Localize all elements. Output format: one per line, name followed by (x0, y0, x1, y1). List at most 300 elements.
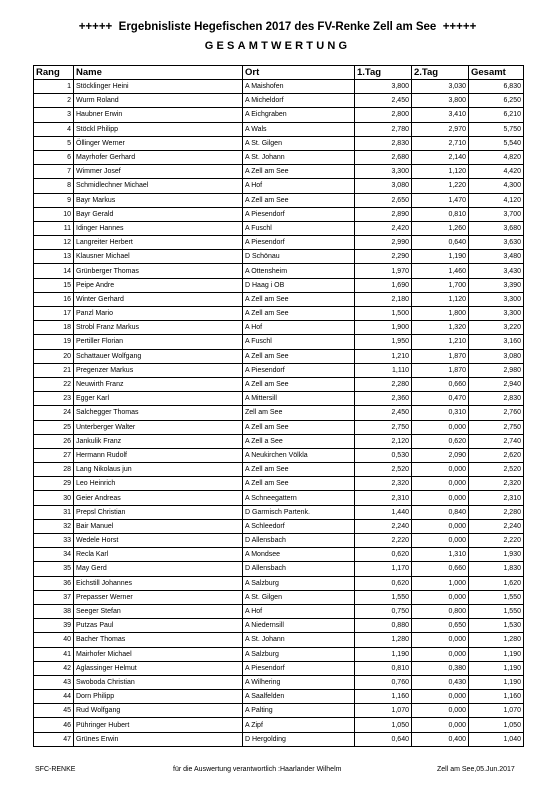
cell-tag2: 1,190 (412, 250, 469, 264)
table-row (34, 236, 524, 250)
cell-name: Pregenzer Markus (74, 363, 243, 377)
table-row (34, 604, 524, 618)
cell-tag2: 2,970 (412, 122, 469, 136)
cell-rang: 26 (34, 434, 74, 448)
cell-tag2: 0,000 (412, 590, 469, 604)
table-row (34, 633, 524, 647)
cell-ort: A Eichgraben (243, 108, 355, 122)
cell-gesamt: 6,210 (469, 108, 524, 122)
cell-name: Haubner Erwin (74, 108, 243, 122)
cell-rang: 31 (34, 505, 74, 519)
cell-name: Geier Andreas (74, 491, 243, 505)
cell-tag1: 2,120 (355, 434, 412, 448)
cell-tag1: 0,620 (355, 576, 412, 590)
table-row (34, 321, 524, 335)
cell-gesamt: 5,540 (469, 136, 524, 150)
cell-tag1: 3,800 (355, 80, 412, 94)
page-subtitle: GESAMTWERTUNG (204, 40, 351, 52)
cell-ort: A Zell am See (243, 377, 355, 391)
cell-gesamt: 3,300 (469, 292, 524, 306)
cell-tag1: 1,690 (355, 278, 412, 292)
cell-gesamt: 1,190 (469, 647, 524, 661)
cell-ort: A Saalfelden (243, 690, 355, 704)
table-row (34, 292, 524, 306)
table-row (34, 179, 524, 193)
cell-tag2: 0,000 (412, 690, 469, 704)
cell-name: Schmidlechner Michael (74, 179, 243, 193)
cell-name: Putzas Paul (74, 619, 243, 633)
cell-name: Mairhofer Michael (74, 647, 243, 661)
cell-ort: A Hof (243, 179, 355, 193)
cell-name: Wurm Roland (74, 94, 243, 108)
cell-tag2: 0,000 (412, 633, 469, 647)
table-row (34, 193, 524, 207)
cell-gesamt: 3,080 (469, 349, 524, 363)
cell-name: Grünes Erwin (74, 732, 243, 746)
cell-gesamt: 1,280 (469, 633, 524, 647)
cell-tag1: 0,810 (355, 661, 412, 675)
cell-tag2: 0,640 (412, 236, 469, 250)
cell-rang: 41 (34, 647, 74, 661)
cell-ort: A Wals (243, 122, 355, 136)
cell-tag2: 0,000 (412, 420, 469, 434)
cell-gesamt: 2,310 (469, 491, 524, 505)
table-row (34, 264, 524, 278)
cell-tag2: 1,220 (412, 179, 469, 193)
cell-gesamt: 1,190 (469, 661, 524, 675)
cell-ort: A Zell am See (243, 165, 355, 179)
cell-rang: 42 (34, 661, 74, 675)
cell-ort: A Hof (243, 604, 355, 618)
cell-rang: 37 (34, 590, 74, 604)
cell-tag1: 1,210 (355, 349, 412, 363)
page-title: +++++ Ergebnisliste Hegefischen 2017 des FV-Renke Zell am See +++++ (78, 21, 477, 33)
cell-ort: A Zell am See (243, 193, 355, 207)
cell-ort: A St. Johann (243, 150, 355, 164)
cell-name: Klausner Michael (74, 250, 243, 264)
cell-tag1: 2,830 (355, 136, 412, 150)
cell-tag2: 0,800 (412, 604, 469, 618)
cell-name: Schattauer Wolfgang (74, 349, 243, 363)
table-row (34, 165, 524, 179)
cell-name: Bacher Thomas (74, 633, 243, 647)
cell-tag2: 0,000 (412, 718, 469, 732)
cell-tag2: 1,460 (412, 264, 469, 278)
cell-ort: A Palting (243, 704, 355, 718)
table-row (34, 590, 524, 604)
cell-gesamt: 3,430 (469, 264, 524, 278)
cell-name: Stöckl Philipp (74, 122, 243, 136)
cell-tag2: 2,710 (412, 136, 469, 150)
cell-ort: A Schleedorf (243, 519, 355, 533)
cell-rang: 34 (34, 548, 74, 562)
cell-tag1: 2,310 (355, 491, 412, 505)
table-row (34, 675, 524, 689)
cell-gesamt: 1,160 (469, 690, 524, 704)
table-row (34, 307, 524, 321)
cell-name: Neuwirth Franz (74, 377, 243, 391)
cell-name: Dorn Philipp (74, 690, 243, 704)
cell-rang: 47 (34, 732, 74, 746)
cell-tag2: 0,840 (412, 505, 469, 519)
cell-gesamt: 2,740 (469, 434, 524, 448)
cell-gesamt: 4,820 (469, 150, 524, 164)
cell-gesamt: 1,550 (469, 590, 524, 604)
table-row (34, 392, 524, 406)
cell-rang: 18 (34, 321, 74, 335)
cell-name: Egger Karl (74, 392, 243, 406)
cell-gesamt: 3,220 (469, 321, 524, 335)
cell-tag1: 2,450 (355, 406, 412, 420)
cell-tag2: 1,120 (412, 292, 469, 306)
cell-gesamt: 2,940 (469, 377, 524, 391)
table-row (34, 619, 524, 633)
table-row (34, 434, 524, 448)
cell-tag1: 2,420 (355, 221, 412, 235)
cell-tag2: 0,660 (412, 562, 469, 576)
cell-gesamt: 1,830 (469, 562, 524, 576)
table-row (34, 576, 524, 590)
cell-tag1: 0,620 (355, 548, 412, 562)
cell-rang: 38 (34, 604, 74, 618)
cell-tag1: 0,760 (355, 675, 412, 689)
table-row (34, 406, 524, 420)
cell-name: Panzl Mario (74, 307, 243, 321)
cell-rang: 35 (34, 562, 74, 576)
cell-gesamt: 4,420 (469, 165, 524, 179)
cell-rang: 23 (34, 392, 74, 406)
cell-tag2: 3,410 (412, 108, 469, 122)
cell-gesamt: 1,550 (469, 604, 524, 618)
column-header-gesamt: Gesamt (469, 66, 524, 80)
cell-rang: 24 (34, 406, 74, 420)
cell-gesamt: 6,830 (469, 80, 524, 94)
cell-rang: 1 (34, 80, 74, 94)
cell-tag2: 0,000 (412, 647, 469, 661)
cell-gesamt: 5,750 (469, 122, 524, 136)
cell-ort: A Neukirchen Völkla (243, 448, 355, 462)
cell-name: Winter Gerhard (74, 292, 243, 306)
cell-tag1: 2,180 (355, 292, 412, 306)
cell-tag1: 1,440 (355, 505, 412, 519)
cell-tag1: 3,300 (355, 165, 412, 179)
cell-name: Stöcklinger Heini (74, 80, 243, 94)
table-row (34, 150, 524, 164)
cell-gesamt: 1,040 (469, 732, 524, 746)
cell-tag1: 1,280 (355, 633, 412, 647)
cell-rang: 3 (34, 108, 74, 122)
cell-tag1: 2,220 (355, 534, 412, 548)
cell-tag2: 0,000 (412, 491, 469, 505)
cell-tag1: 0,530 (355, 448, 412, 462)
cell-tag2: 1,320 (412, 321, 469, 335)
cell-tag2: 0,620 (412, 434, 469, 448)
cell-rang: 16 (34, 292, 74, 306)
table-row (34, 732, 524, 746)
table-row (34, 505, 524, 519)
cell-rang: 6 (34, 150, 74, 164)
cell-tag2: 0,650 (412, 619, 469, 633)
cell-name: Wedele Horst (74, 534, 243, 548)
cell-rang: 33 (34, 534, 74, 548)
cell-tag1: 1,110 (355, 363, 412, 377)
cell-rang: 28 (34, 463, 74, 477)
cell-gesamt: 6,250 (469, 94, 524, 108)
cell-ort: A Zell a See (243, 434, 355, 448)
cell-rang: 13 (34, 250, 74, 264)
cell-gesamt: 2,980 (469, 363, 524, 377)
cell-rang: 8 (34, 179, 74, 193)
cell-ort: A Niedernsill (243, 619, 355, 633)
cell-name: Eichstill Johannes (74, 576, 243, 590)
cell-ort: D Hergolding (243, 732, 355, 746)
table-row (34, 534, 524, 548)
cell-rang: 22 (34, 377, 74, 391)
table-row (34, 463, 524, 477)
cell-ort: A Zell am See (243, 349, 355, 363)
cell-name: Jankulik Franz (74, 434, 243, 448)
cell-tag2: 1,870 (412, 363, 469, 377)
column-header-rang: Rang (34, 66, 74, 80)
cell-tag2: 0,000 (412, 477, 469, 491)
cell-tag1: 1,050 (355, 718, 412, 732)
cell-rang: 36 (34, 576, 74, 590)
cell-tag1: 1,170 (355, 562, 412, 576)
cell-gesamt: 2,830 (469, 392, 524, 406)
table-row (34, 448, 524, 462)
cell-tag2: 0,000 (412, 704, 469, 718)
cell-gesamt: 2,750 (469, 420, 524, 434)
cell-tag1: 1,900 (355, 321, 412, 335)
table-row (34, 278, 524, 292)
cell-name: Pühringer Hubert (74, 718, 243, 732)
cell-ort: A Piesendorf (243, 661, 355, 675)
cell-tag2: 0,000 (412, 463, 469, 477)
cell-gesamt: 1,930 (469, 548, 524, 562)
cell-tag1: 2,520 (355, 463, 412, 477)
table-row (34, 690, 524, 704)
table-row (34, 136, 524, 150)
cell-ort: D Allensbach (243, 562, 355, 576)
cell-tag1: 2,650 (355, 193, 412, 207)
cell-ort: A Ottensheim (243, 264, 355, 278)
table-row (34, 207, 524, 221)
cell-tag2: 2,140 (412, 150, 469, 164)
cell-ort: A Salzburg (243, 647, 355, 661)
cell-name: Hermann Rudolf (74, 448, 243, 462)
cell-ort: A Schneegattern (243, 491, 355, 505)
cell-tag1: 2,240 (355, 519, 412, 533)
cell-rang: 5 (34, 136, 74, 150)
cell-ort: A Wilhering (243, 675, 355, 689)
table-header-row (34, 66, 524, 80)
cell-ort: A Mondsee (243, 548, 355, 562)
cell-rang: 44 (34, 690, 74, 704)
table-row (34, 704, 524, 718)
cell-tag2: 0,000 (412, 519, 469, 533)
cell-tag1: 1,070 (355, 704, 412, 718)
cell-name: Rud Wolfgang (74, 704, 243, 718)
cell-tag2: 1,260 (412, 221, 469, 235)
cell-rang: 15 (34, 278, 74, 292)
cell-gesamt: 3,300 (469, 307, 524, 321)
cell-rang: 45 (34, 704, 74, 718)
cell-tag2: 3,800 (412, 94, 469, 108)
cell-ort: A Zell am See (243, 477, 355, 491)
cell-name: Pertiller Florian (74, 335, 243, 349)
cell-tag2: 1,000 (412, 576, 469, 590)
cell-ort: A Fuschl (243, 335, 355, 349)
cell-gesamt: 2,220 (469, 534, 524, 548)
cell-rang: 17 (34, 307, 74, 321)
cell-ort: D Schönau (243, 250, 355, 264)
cell-gesamt: 2,620 (469, 448, 524, 462)
table-row (34, 250, 524, 264)
cell-gesamt: 2,760 (469, 406, 524, 420)
cell-tag1: 2,680 (355, 150, 412, 164)
column-header-name: Name (74, 66, 243, 80)
cell-rang: 21 (34, 363, 74, 377)
cell-tag2: 1,310 (412, 548, 469, 562)
table-row (34, 562, 524, 576)
cell-ort: A Piesendorf (243, 236, 355, 250)
cell-name: Recla Karl (74, 548, 243, 562)
cell-ort: A St. Johann (243, 633, 355, 647)
cell-name: Peipe Andre (74, 278, 243, 292)
cell-tag1: 2,780 (355, 122, 412, 136)
cell-tag2: 1,470 (412, 193, 469, 207)
cell-tag2: 0,380 (412, 661, 469, 675)
cell-tag2: 1,870 (412, 349, 469, 363)
cell-ort: A Micheldorf (243, 94, 355, 108)
cell-tag2: 1,120 (412, 165, 469, 179)
cell-rang: 19 (34, 335, 74, 349)
cell-name: Swoboda Christian (74, 675, 243, 689)
cell-name: Salchegger Thomas (74, 406, 243, 420)
table-row (34, 519, 524, 533)
cell-tag1: 1,500 (355, 307, 412, 321)
cell-ort: Zell am See (243, 406, 355, 420)
cell-tag2: 0,400 (412, 732, 469, 746)
cell-name: Langreiter Herbert (74, 236, 243, 250)
table-row (34, 377, 524, 391)
table-row (34, 647, 524, 661)
results-body (34, 80, 524, 747)
table-row (34, 661, 524, 675)
cell-name: Wimmer Josef (74, 165, 243, 179)
table-row (34, 548, 524, 562)
cell-tag1: 0,640 (355, 732, 412, 746)
cell-gesamt: 3,630 (469, 236, 524, 250)
cell-name: Lang Nikolaus jun (74, 463, 243, 477)
cell-gesamt: 3,390 (469, 278, 524, 292)
cell-tag2: 0,470 (412, 392, 469, 406)
table-row (34, 477, 524, 491)
table-row (34, 80, 524, 94)
cell-tag1: 1,950 (355, 335, 412, 349)
cell-rang: 30 (34, 491, 74, 505)
cell-ort: A Zell am See (243, 420, 355, 434)
cell-rang: 9 (34, 193, 74, 207)
cell-ort: A Piesendorf (243, 363, 355, 377)
cell-gesamt: 3,680 (469, 221, 524, 235)
cell-name: Mayrhofer Gerhard (74, 150, 243, 164)
cell-gesamt: 1,620 (469, 576, 524, 590)
cell-tag2: 1,210 (412, 335, 469, 349)
cell-rang: 2 (34, 94, 74, 108)
cell-rang: 14 (34, 264, 74, 278)
table-row (34, 363, 524, 377)
cell-ort: A Salzburg (243, 576, 355, 590)
cell-tag2: 2,090 (412, 448, 469, 462)
cell-name: Strobl Franz Markus (74, 321, 243, 335)
cell-gesamt: 1,070 (469, 704, 524, 718)
cell-gesamt: 2,520 (469, 463, 524, 477)
cell-gesamt: 2,320 (469, 477, 524, 491)
cell-tag1: 1,160 (355, 690, 412, 704)
table-row (34, 349, 524, 363)
cell-gesamt: 2,240 (469, 519, 524, 533)
cell-rang: 32 (34, 519, 74, 533)
cell-rang: 40 (34, 633, 74, 647)
cell-gesamt: 1,530 (469, 619, 524, 633)
cell-name: Seeger Stefan (74, 604, 243, 618)
cell-name: Bayr Markus (74, 193, 243, 207)
cell-rang: 39 (34, 619, 74, 633)
table-row (34, 491, 524, 505)
column-header-tag1: 1.Tag (355, 66, 412, 80)
cell-ort: D Haag i OB (243, 278, 355, 292)
cell-ort: A Piesendorf (243, 207, 355, 221)
cell-tag2: 0,000 (412, 534, 469, 548)
cell-tag1: 0,880 (355, 619, 412, 633)
cell-name: Idinger Hannes (74, 221, 243, 235)
footer-club: SFC-RENKE (35, 766, 76, 773)
cell-rang: 43 (34, 675, 74, 689)
cell-tag2: 0,660 (412, 377, 469, 391)
cell-name: Bayr Gerald (74, 207, 243, 221)
cell-rang: 10 (34, 207, 74, 221)
cell-name: May Gerd (74, 562, 243, 576)
cell-ort: A St. Gilgen (243, 590, 355, 604)
table-row (34, 718, 524, 732)
cell-tag2: 3,030 (412, 80, 469, 94)
cell-name: Grünberger Thomas (74, 264, 243, 278)
cell-tag1: 2,890 (355, 207, 412, 221)
cell-tag1: 1,190 (355, 647, 412, 661)
cell-ort: A Zell am See (243, 292, 355, 306)
table-row (34, 335, 524, 349)
cell-ort: A Zell am See (243, 307, 355, 321)
cell-gesamt: 4,300 (469, 179, 524, 193)
cell-name: Prepasser Werner (74, 590, 243, 604)
cell-rang: 4 (34, 122, 74, 136)
table-row (34, 94, 524, 108)
cell-rang: 25 (34, 420, 74, 434)
footer-responsible: für die Auswertung verantwortlich :Haarlander Wilhelm (173, 766, 342, 773)
cell-tag2: 1,700 (412, 278, 469, 292)
cell-tag1: 1,550 (355, 590, 412, 604)
cell-name: Leo Heinrich (74, 477, 243, 491)
footer-date: Zell am See,05.Jun.2017 (437, 766, 515, 773)
cell-rang: 46 (34, 718, 74, 732)
table-row (34, 108, 524, 122)
column-header-ort: Ort (243, 66, 355, 80)
cell-rang: 7 (34, 165, 74, 179)
cell-ort: A Zell am See (243, 463, 355, 477)
table-row (34, 122, 524, 136)
cell-rang: 27 (34, 448, 74, 462)
